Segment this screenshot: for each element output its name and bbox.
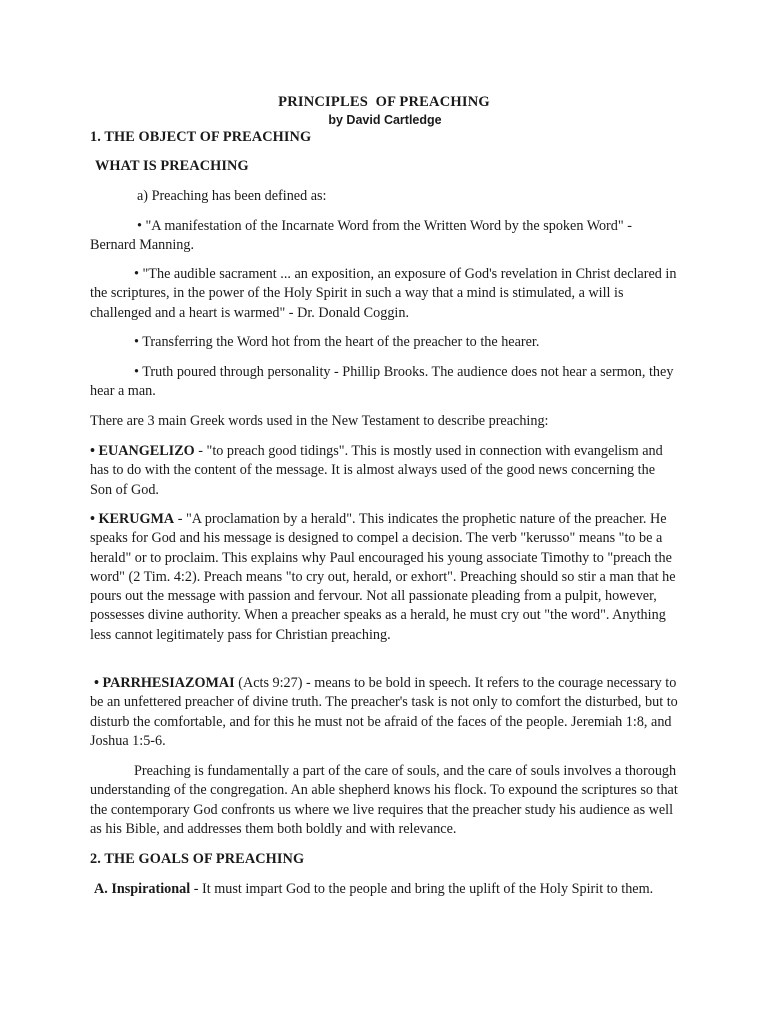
subheading-what-is-preaching: WHAT IS PREACHING [95,158,249,174]
document-title: PRINCIPLES OF PREACHING [278,94,490,110]
document-byline: by David Cartledge [328,113,442,127]
paragraph-parrhesiazomai [90,674,678,751]
paragraph-kerugma [90,510,678,645]
paragraph-euangelizo [90,442,678,500]
text-euangelizo: - "to preach good tidings". This is mostly used in connection with evangelism and has to do with the content of the message. It is almost always used of the good news concerning the Son of God. [90,443,663,498]
paragraph-inspirational [90,880,678,899]
definition-manning: • "A manifestation of the Incarnate Word from the Written Word by the spoken Word" - Bernard Manning. [90,218,632,254]
section-heading-goals: 2. THE GOALS OF PREACHING [90,851,305,867]
text-inspirational: - It must impart God to the people and bring the uplift of the Holy Spirit to them. [190,881,654,897]
definition-hot-word: • Transferring the Word hot from the heart of the preacher to the hearer. [134,334,540,350]
term-euangelizo: • EUANGELIZO [90,443,195,459]
term-parrhesiazomai: • PARRHESIAZOMAI [94,675,235,691]
term-kerugma: • KERUGMA [90,511,175,527]
term-inspirational: A. Inspirational [94,881,191,897]
text-parrhesiazomai: (Acts 9:27) - means to be bold in speech. It refers to the courage necessary to be an unfettered preacher of divine truth. The preacher's task is not only to comfort the disturbed, but to disturb the comfortable, and for this he must not be afraid of the faces of the people. Jeremiah 1:8, and Joshua 1:5-6. [90,675,678,749]
greek-words-intro: There are 3 main Greek words used in the New Testament to describe preaching: [90,413,549,429]
definition-intro: a) Preaching has been defined as: [137,188,327,204]
text-kerugma: - "A proclamation by a herald". This indicates the prophetic nature of the preacher. He speaks for God and his message is designed to compel a decision. The verb "kerusso" means "to be a herald" or to proclaim. This explains why Paul encouraged his young associate Timothy to "preach the word" (2 Tim. 4:2). Preach means "to cry out, herald, or exhort". Preaching should so stir a man that he pours out the message with passion and fervour. Not all passionate pleading from a pulpit, however, possesses divine authority. When a preacher speaks as a herald, he must cry out "the word". Anything less cannot legitimately pass for Christian preaching. [90,511,676,643]
section-heading-object: 1. THE OBJECT OF PREACHING [90,129,312,145]
definition-brooks: • Truth poured through personality - Phillip Brooks. The audience does not hear a sermon, they hear a man. [90,364,674,400]
definition-coggin: • "The audible sacrament ... an exposition, an exposure of God's revelation in Christ declared in the scriptures, in the power of the Holy Spirit in such a way that a mind is stimulated, a will is challenged and a heart is warmed" - Dr. Donald Coggin. [90,266,677,321]
paragraph-care-of-souls: Preaching is fundamentally a part of the care of souls, and the care of souls involves a thorough understanding of the congregation. An able shepherd knows his flock. To expound the scriptures so that the contemporary God confronts us where we live requires that the preacher study his audience as well as his Bible, and addresses them both boldly and with relevance. [90,763,678,837]
